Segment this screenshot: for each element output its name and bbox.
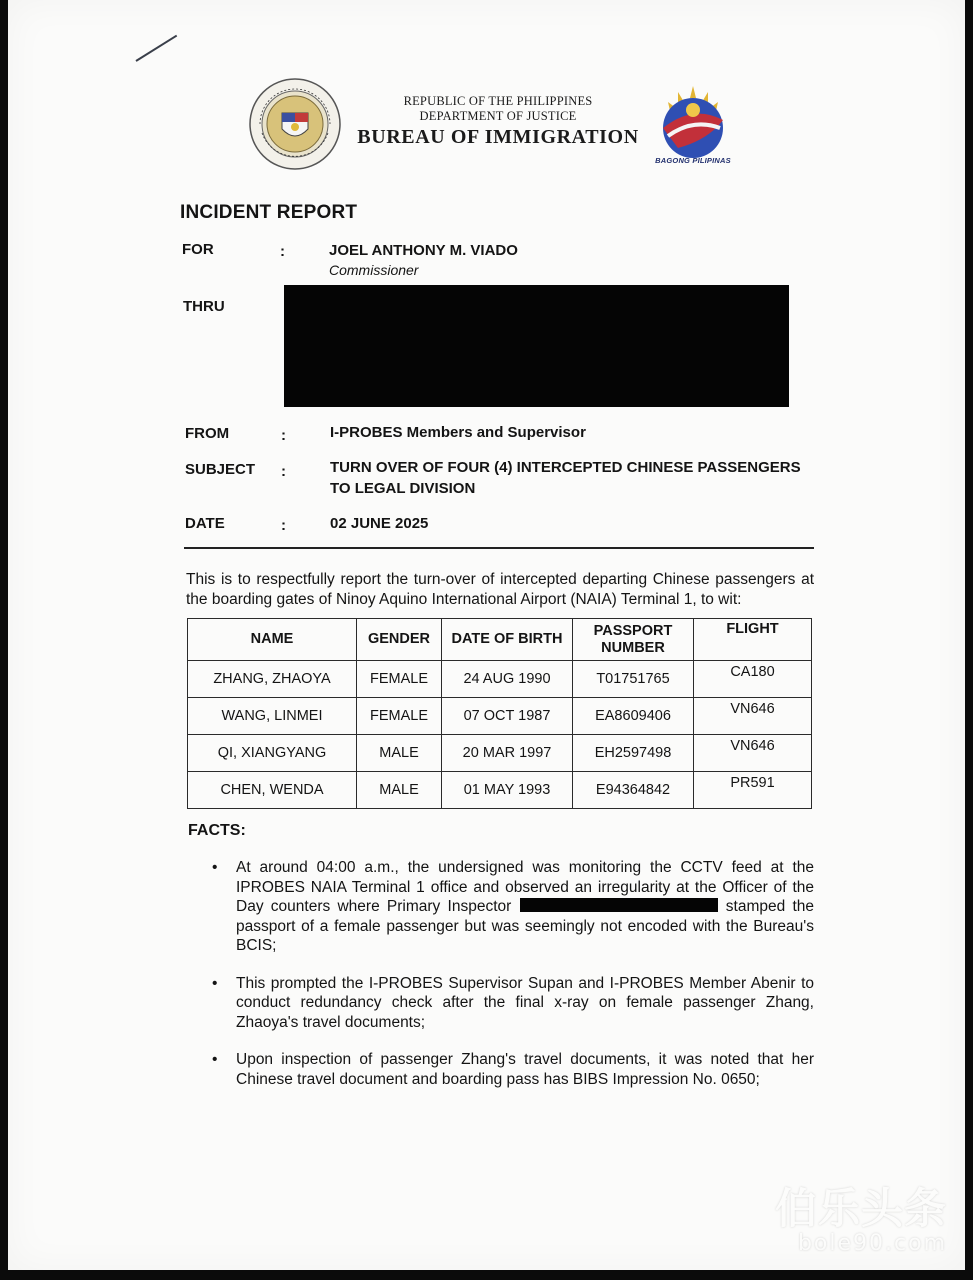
cell-flight: VN646	[694, 735, 812, 772]
agency-department: DEPARTMENT OF JUSTICE	[419, 109, 577, 123]
from-colon: :	[281, 427, 286, 444]
cell-dob: 20 MAR 1997	[442, 735, 573, 772]
cell-name: ZHANG, ZHAOYA	[188, 661, 357, 698]
cell-name: WANG, LINMEI	[188, 698, 357, 735]
cell-flight: VN646	[694, 698, 812, 735]
subject-label: SUBJECT	[185, 461, 256, 478]
facts-title: FACTS:	[188, 822, 246, 839]
cell-passport: T01751765	[573, 661, 694, 698]
cell-gender: FEMALE	[357, 661, 442, 698]
list-item	[208, 974, 814, 1033]
for-colon: :	[280, 243, 285, 260]
list-item	[208, 1050, 814, 1089]
thru-label: THRU	[183, 298, 225, 315]
table-header-row	[188, 619, 812, 661]
passenger-table	[187, 618, 812, 809]
agency-country: REPUBLIC OF THE PHILIPPINES	[403, 94, 593, 108]
facts-list	[208, 858, 814, 1107]
cell-gender: MALE	[357, 772, 442, 809]
cell-name: CHEN, WENDA	[188, 772, 357, 809]
cell-passport: EA8609406	[573, 698, 694, 735]
list-item	[208, 858, 814, 956]
cell-gender: MALE	[357, 735, 442, 772]
cell-passport: EH2597498	[573, 735, 694, 772]
for-position: Commissioner	[329, 262, 419, 278]
date-colon: :	[281, 517, 286, 534]
immigration-seal-logo	[248, 77, 342, 171]
agency-header	[338, 94, 658, 149]
bullet-icon: •	[212, 974, 218, 992]
fact-3-text: Upon inspection of passenger Zhang's travel documents, it was noted that her Chinese travel document and boarding pass has BIBS Impression No. 0650;	[236, 1051, 814, 1088]
redacted-name	[520, 898, 718, 912]
for-name: JOEL ANTHONY M. VIADO	[329, 242, 518, 259]
col-dob-header: DATE OF BIRTH	[442, 619, 573, 661]
table-row	[188, 661, 812, 698]
fact-1-text-start: At around 04:00 a.m., the undersigned was monitoring the CCTV feed at the IPROBES NAIA Terminal 1 office and observed an irregularity at the Officer of the Day counters where Primary Inspector	[236, 859, 814, 915]
cell-gender: FEMALE	[357, 698, 442, 735]
col-gender-header: GENDER	[357, 619, 442, 661]
from-label: FROM	[185, 425, 230, 442]
watermark-url: bole90.com	[797, 1231, 947, 1256]
table-row	[188, 698, 812, 735]
date-label: DATE	[185, 515, 225, 532]
cell-passport: E94364842	[573, 772, 694, 809]
table-row	[188, 735, 812, 772]
intro-paragraph: This is to respectfully report the turn-over of intercepted departing Chinese passengers at the boarding gates of Ninoy Aquino International Airport (NAIA) Terminal 1, to wit:	[186, 571, 814, 608]
header-divider	[184, 547, 814, 549]
passport-header-line-1: PASSPORT	[593, 622, 673, 639]
document-page	[8, 0, 965, 1270]
report-title: INCIDENT REPORT	[180, 202, 358, 223]
cell-flight: PR591	[694, 772, 812, 809]
cell-name: QI, XIANGYANG	[188, 735, 357, 772]
cell-dob: 07 OCT 1987	[442, 698, 573, 735]
for-label: FOR	[182, 241, 214, 258]
bullet-icon: •	[212, 1051, 218, 1068]
from-value: I-PROBES Members and Supervisor	[330, 424, 586, 441]
col-passport-header	[573, 619, 694, 661]
table-row	[188, 772, 812, 809]
passport-header-line-2: NUMBER	[601, 639, 665, 656]
site-watermark	[651, 1174, 951, 1258]
watermark-text: 伯乐头条	[774, 1184, 947, 1233]
subject-line-1: TURN OVER OF FOUR (4) INTERCEPTED CHINESE PASSENGERS	[330, 459, 801, 476]
bagong-pilipinas-caption: BAGONG PILIPINAS	[655, 156, 731, 165]
cell-dob: 24 AUG 1990	[442, 661, 573, 698]
cell-dob: 01 MAY 1993	[442, 772, 573, 809]
pen-mark	[135, 35, 177, 62]
col-flight-header: FLIGHT	[694, 619, 812, 661]
date-value: 02 JUNE 2025	[330, 515, 429, 532]
cell-flight: CA180	[694, 661, 812, 698]
bullet-icon: •	[212, 859, 218, 876]
agency-bureau: BUREAU OF IMMIGRATION	[357, 126, 639, 148]
redacted-block	[284, 285, 789, 407]
subject-line-2: TO LEGAL DIVISION	[330, 480, 476, 497]
subject-colon: :	[281, 463, 286, 480]
col-name-header: NAME	[188, 619, 357, 661]
fact-2-text: This prompted the I-PROBES Supervisor Supan and I-PROBES Member Abenir to conduct redundancy check after the final x-ray on female passenger Zhang, Zhaoya's travel documents;	[236, 974, 814, 1031]
fact-1-text-end: stamped the passport of a female passenger but was seemingly not encoded with the Bureau's BCIS;	[236, 898, 814, 954]
